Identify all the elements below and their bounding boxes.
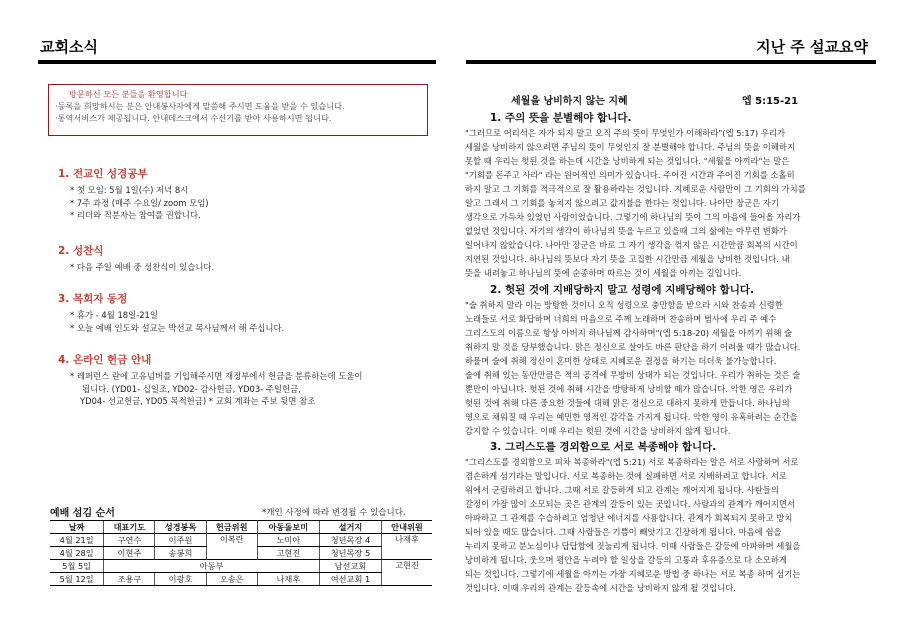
service-schedule-table xyxy=(50,520,432,586)
column-header: 성경봉독 xyxy=(155,521,206,534)
section-item: * 7주 과정 (매주 수요일/ zoom 모임) xyxy=(70,197,209,208)
sermon-line: "그리스도를 경외함으로 피차 복종하라"(엡 5:21) 서로 복종하라는 말은 서로 사랑하며 서로 xyxy=(465,457,799,467)
sermon-point-body xyxy=(465,126,877,280)
table-cell: 아동부 xyxy=(104,560,320,573)
column-header: 헌금위원 xyxy=(206,521,257,534)
table-row xyxy=(50,560,432,573)
table-cell: 나재후 xyxy=(257,573,319,586)
column-header: 대표기도 xyxy=(104,521,155,534)
table-cell: 여선교회 1 xyxy=(319,573,381,586)
sermon-line: 낭비하게 됩니다. 웃으며 평안을 누려야 할 일상을 갈등의 고통과 후유증으로 다 소모하게 xyxy=(465,555,787,565)
section-item: * 첫 모임: 5월 1일(수) 저녁 8시 xyxy=(70,185,189,195)
section-title: 4. 온라인 헌금 안내 xyxy=(58,354,152,366)
table-row xyxy=(50,573,432,586)
table-cell: 이주원 xyxy=(155,534,206,547)
sermon-line: 하지 말고 그 기회를 적극적으로 잘 활용하라는 것입니다. 지혜로운 사람만이 그 기회의 가치를 xyxy=(465,184,806,194)
table-cell: 이현주 xyxy=(104,547,155,560)
sermon-line: 영으로 채워질 때 우리는 예민한 영적인 감각을 가지게 됩니다. 악한 영이 유혹하려는 순간을 xyxy=(465,412,798,422)
table-cell: 이복란 xyxy=(206,534,257,560)
sermon-line: 누리지 못하고 분노심이나 답답함에 짓눌리게 됩니다. 이때 사람들은 갈등에 아파하며 세월을 xyxy=(465,541,801,551)
column-header: 설거지 xyxy=(319,521,381,534)
sermon-line: 못할 때 우리는 헛된 것을 하는데 시간을 낭비하게 되는 것입니다. "세월을 아끼라"는 말은 xyxy=(465,156,790,166)
table-cell: 4월 28일 xyxy=(50,547,104,560)
sermon-line: 술에 취해 있는 동안만큼은 적의 공격에 무방비 상태가 되는 것입니다. 우리가 취하는 것은 술 xyxy=(465,370,801,380)
sermon-point-body xyxy=(465,298,877,438)
table-cell: 고현진 xyxy=(381,560,432,586)
announcement-online-offering xyxy=(58,352,438,408)
sermon-line: 취하지 말 것을 당부했습니다. 맑은 정신으로 살아도 바른 판단을 하기 어려울 때가 많습니다. xyxy=(465,342,801,352)
table-cell: 노미아 xyxy=(257,534,319,547)
sermon-line: 뿐만이 아닙니다. 헛된 것에 취해 시간을 방탕하게 낭비할 때가 많습니다. 악한 영은 우리가 xyxy=(465,384,793,394)
section-title: 3. 목회자 동정 xyxy=(58,293,128,305)
right-header-rule xyxy=(466,60,876,64)
announcement-communion xyxy=(58,243,438,274)
table-cell: 청년목장 5 xyxy=(319,547,381,560)
sermon-scripture: 엡 5:15-21 xyxy=(742,96,799,107)
sermon-line: 위에서 군림하려고 합니다. 그때 서로 갈등하게 되고 관계는 깨어지게 됩니다. 사탄들의 xyxy=(465,485,779,495)
sermon-line: 되어 있을 때도 많습니다. 그때 사람들은 기쁨이 빼앗기고 긴장하게 됩니다. 마음에 쉼을 xyxy=(465,527,782,537)
schedule-title: 예배 섬김 순서 xyxy=(50,508,115,519)
sermon-line: 하물며 술에 취해 정신이 혼미한 상태로 지혜로운 결정을 하기는 더더욱 불가능합니다. xyxy=(465,356,777,366)
section-title: 1. 전교인 성경공부 xyxy=(58,168,148,180)
section-item: * 리더와 직분자는 참여를 권합니다. xyxy=(70,210,201,220)
welcome-box xyxy=(48,84,428,136)
announcement-pastor-news xyxy=(58,291,438,334)
welcome-line: ·등록을 희망하시는 분은 안내봉사자에게 말씀해 주시면 도움을 받을 수 있습니다. xyxy=(55,101,345,111)
sermon-line: 되는 것입니다. 그렇기에 세월을 아끼는 가장 지혜로운 방법 중 하나는 서로 복종 하며 섬기는 xyxy=(465,569,801,579)
sermon-line: 것입니다. 이때 우리의 관계는 갈등속에 시간을 낭비하지 않게 될 것입니다. xyxy=(465,583,736,593)
table-cell: 송봉희 xyxy=(155,547,206,560)
sermon-point-body xyxy=(465,455,877,595)
section-item: * 오늘 예배 인도와 설교는 박선교 목사님께서 해 주십니다. xyxy=(70,322,285,333)
table-cell: 5월 5일 xyxy=(50,560,104,573)
table-cell: 고현진 xyxy=(257,547,319,560)
welcome-title: 방문하신 모든 분들을 환영합니다 xyxy=(69,89,188,99)
section-title: 2. 성찬식 xyxy=(58,245,104,257)
left-header-rule xyxy=(38,60,436,64)
section-item: YD04- 선교헌금, YD05 목적헌금) * 교회 계좌는 주보 뒷면 참조 xyxy=(80,396,316,406)
sermon-line: "기회를 돈주고 사라" 라는 원어적인 의미가 있습니다. 주어진 시간과 주어진 기회를 소홀히 xyxy=(465,170,795,180)
sermon-line: 뜻을 내려놓고 하나님의 뜻에 순종하며 따르는 것이 세월을 아끼는 길입니다. xyxy=(465,268,742,278)
column-header: 안내위원 xyxy=(381,521,432,534)
announcement-bible-study xyxy=(58,166,438,222)
sermon-line: 아파하고 그 관계를 수습하려고 엄청난 에너지를 사용합니다. 관계가 회복되지 못하고 방치 xyxy=(465,513,793,523)
sermon-line: 헛된 것에 취해 다른 중요한 것들에 대해 맑은 정신으로 대하지 못하게 만듭니다. 하나님의 xyxy=(465,398,790,408)
sermon-line: "술 취하지 말라 이는 방탕한 것이니 오직 성령으로 충만함을 받으라 시와 찬송과 신령한 xyxy=(465,300,783,310)
sermon-line: 감지할 수 있습니다. 이때 우리는 헛된 것에 시간을 낭비하지 않게 됩니다. xyxy=(465,426,731,436)
sermon-point-title: 1. 주의 뜻을 분별해야 합니다. xyxy=(490,112,632,124)
sermon-point-title: 2. 헛된 것에 지배당하지 말고 성령에 지배당해야 합니다. xyxy=(490,284,755,296)
right-page-header: 지난 주 설교요약 xyxy=(756,38,868,56)
sermon-line: 세월을 낭비하지 않으려면 주님의 뜻이 무엇인지 잘 분별해야 합니다. 주님의 뜻을 이해하지 xyxy=(465,142,796,152)
table-header-row xyxy=(50,521,432,534)
table-cell: 5월 12일 xyxy=(50,573,104,586)
left-page-header: 교회소식 xyxy=(40,38,98,56)
sermon-line: 일어나지 않았습니다. 나아만 장군은 바로 그 자기 생각을 꺾지 않은 시간만큼 회복의 시간이 xyxy=(465,240,798,250)
table-cell: 구연수 xyxy=(104,534,155,547)
section-item: * 레퍼런스 란에 고유넘버를 기입해주시면 재정부에서 헌금을 분류하는데 도움이 xyxy=(70,371,363,381)
table-cell: 청년목장 4 xyxy=(319,534,381,547)
sermon-line: 알고 그래서 그 기회를 놓치지 않으려고 값지불을 한다는 것입니다. 나아만 장군은 자기 xyxy=(465,198,779,208)
table-row xyxy=(50,534,432,547)
sermon-title: 세월을 낭비하지 않는 지혜 xyxy=(511,96,628,107)
table-cell: 남선교회 xyxy=(319,560,381,573)
sermon-line: 그리스도의 이름으로 항상 아버지 하나님께 감사하며"(엡 5:18-20) 세월을 아끼기 위해 술 xyxy=(465,328,793,338)
table-cell: 조용구 xyxy=(104,573,155,586)
sermon-line: 없었던 것입니다. 자기의 생각이 하나님의 뜻을 누르고 있을때 그의 삶에는 아무런 변화가 xyxy=(465,226,787,236)
sermon-line: 겸손하게 섬기라는 말입니다. 서로 복종하는 것에 실패하면 서로 지배하려고 합니다. 서로 xyxy=(465,471,787,481)
section-item: * 다음 주일 예배 중 성찬식이 있습니다. xyxy=(70,262,215,272)
table-cell: 이광호 xyxy=(155,573,206,586)
section-item: 됩니다. (YD01- 십일조, YD02- 감사헌금, YD03- 주일헌금, xyxy=(82,383,301,394)
table-cell: 4월 21일 xyxy=(50,534,104,547)
table-cell: 오송은 xyxy=(206,573,257,586)
table-cell: 나재후 xyxy=(381,534,432,560)
column-header: 날짜 xyxy=(50,521,104,534)
sermon-line: 노래들로 서로 화답하며 너희의 마음으로 주께 노래하며 찬송하며 범사에 우리 주 예수 xyxy=(465,314,777,324)
sermon-line: 지연된 것입니다. 하나님의 뜻보다 자기 뜻을 고집한 시간만큼 세월을 낭비한 것입니다. 내 xyxy=(465,254,790,264)
sermon-line: 생각으로 가득차 있었던 사람이었습니다. 그렇기에 하나님의 뜻이 그의 마음에 들어올 자리가 xyxy=(465,212,801,222)
schedule-note: *개인 사정에 따라 변경될 수 있습니다. xyxy=(262,508,406,518)
section-item: * 휴가 - 4월 18일-21일 xyxy=(70,310,158,320)
sermon-line: 갈정이 가장 많이 소모되는 곳은 관계의 갈등이 있는 곳입니다. 사람과의 관계가 깨어지면서 xyxy=(465,499,796,509)
sermon-line: "그러므로 어리석은 자가 되지 말고 오직 주의 뜻이 무엇인가 이해하라"(엡 5:17) 우리가 xyxy=(465,128,786,138)
welcome-line: ·통역서비스가 제공됩니다. 안내데스크에서 수신기를 받아 사용하시면 됩니다. xyxy=(55,113,332,123)
sermon-point-title: 3. 그리스도를 경외함으로 서로 복종해야 합니다. xyxy=(490,441,717,453)
column-header: 아동돌보미 xyxy=(257,521,319,534)
